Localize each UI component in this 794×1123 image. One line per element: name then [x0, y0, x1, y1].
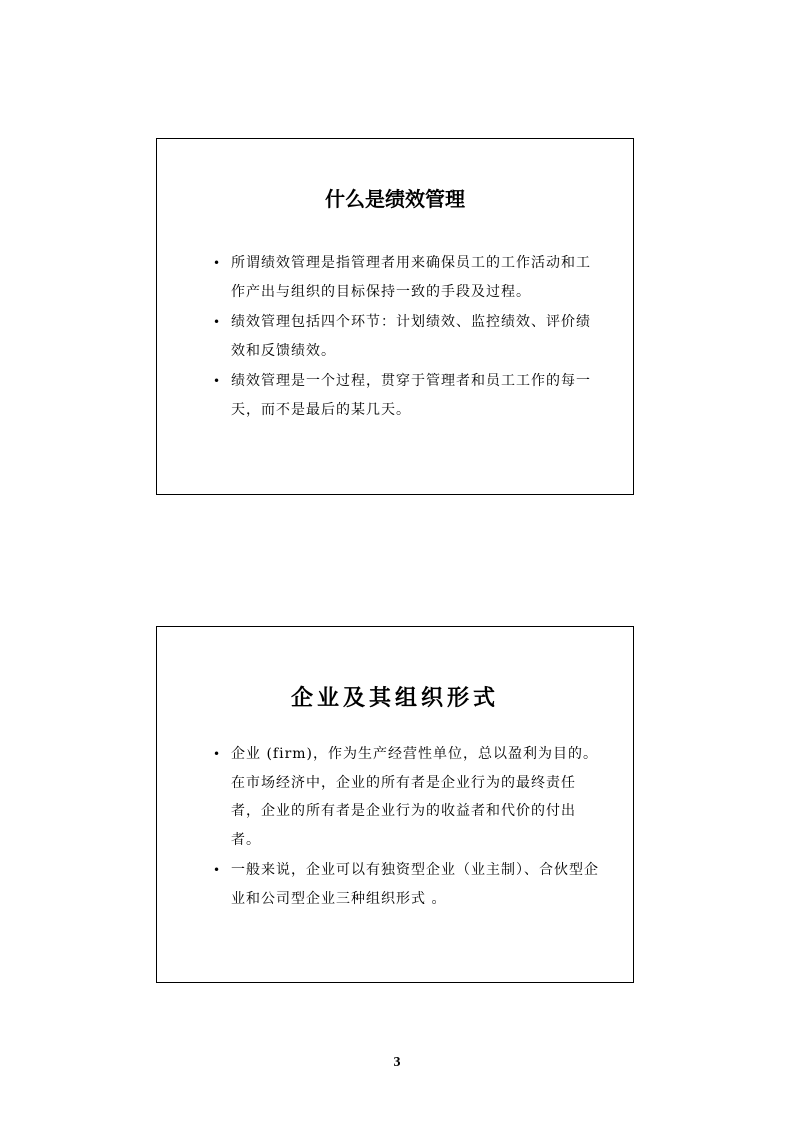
bullet-item [157, 308, 633, 366]
bullet-text: 绩效管理是一个过程，贯穿于管理者和员工工作的每一天，而不是最后的某几天。 [231, 373, 591, 418]
bullet-icon: • [213, 863, 222, 877]
slide-title: 企业及其组织形式 [290, 685, 499, 711]
bullet-item [157, 249, 633, 307]
bullet-text: 一般来说，企业可以有独资型企业（业主制）、合伙型企业和公司型企业三种组织形式 。 [231, 862, 599, 907]
slide-enterprise-organization-forms [156, 626, 634, 983]
bullet-text: 所谓绩效管理是指管理者用来确保员工的工作活动和工作产出与组织的目标保持一致的手段及过程。 [231, 255, 591, 300]
bullet-item [157, 367, 633, 425]
slide-title: 什么是绩效管理 [325, 187, 465, 211]
bullet-icon: • [213, 374, 222, 388]
bullet-icon: • [213, 747, 222, 761]
bullet-icon: • [213, 256, 222, 270]
bullet-text: 企业 (firm)，作为生产经营性单位，总以盈利为目的。在市场经济中，企业的所有者是企业行为的最终责任者，企业的所有者是企业行为的收益者和代价的付出者。 [231, 746, 598, 848]
bullet-list [157, 740, 633, 915]
slide-what-is-performance-management [156, 138, 634, 495]
bullet-item [157, 856, 633, 913]
bullet-list [157, 249, 633, 426]
bullet-icon: • [213, 315, 222, 329]
page-number: 3 [393, 1055, 401, 1070]
bullet-text: 绩效管理包括四个环节：计划绩效、监控绩效、评价绩效和反馈绩效。 [231, 314, 591, 359]
bullet-item [157, 740, 633, 854]
